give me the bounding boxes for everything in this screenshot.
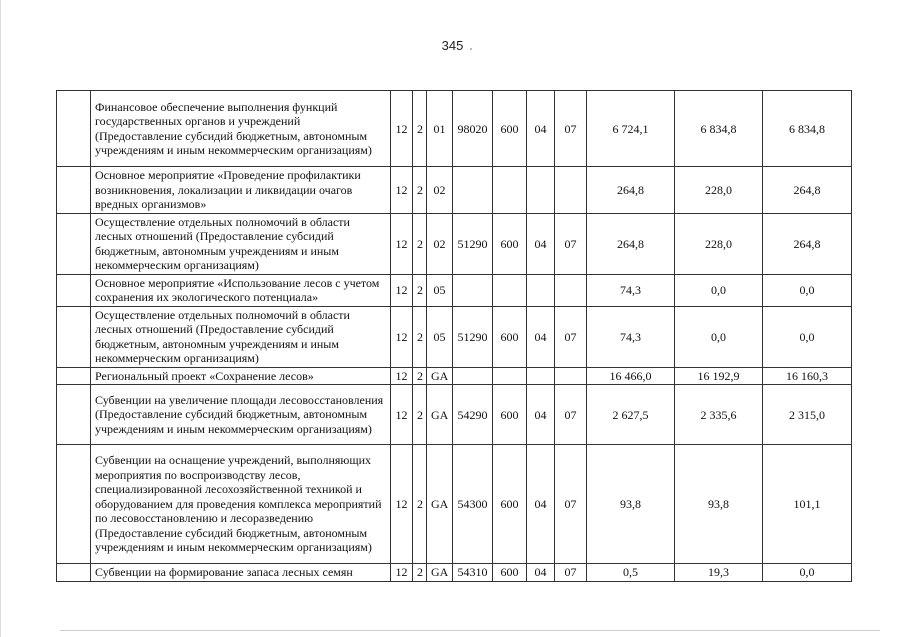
table-cell-value-1: 0,5 bbox=[587, 564, 675, 582]
table-cell-value-3: 0,0 bbox=[763, 274, 852, 306]
table-cell-code-expense-type: 600 bbox=[493, 306, 527, 367]
table-cell-value-2: 2 335,6 bbox=[675, 385, 763, 445]
table-cell-value-2: 93,8 bbox=[675, 445, 763, 564]
table-cell-value-1: 264,8 bbox=[587, 213, 675, 274]
table-cell-blank bbox=[57, 167, 91, 214]
table-cell-value-3: 264,8 bbox=[763, 213, 852, 274]
table-cell-code-subprogram: 01 bbox=[427, 91, 453, 167]
table-cell-code-direction bbox=[453, 274, 493, 306]
table-cell-code-section bbox=[527, 367, 555, 385]
table-cell-name: Основное мероприятие «Проведение профилактики возникновения, локализации и ликвидации очагов вредных организмов» bbox=[91, 167, 391, 214]
table-row bbox=[57, 385, 852, 445]
table-cell-value-1: 74,3 bbox=[587, 274, 675, 306]
table-cell-name: Осуществление отдельных полномочий в области лесных отношений (Предоставление субсидий бюджетным, автономным учреждениям и иным некоммерческим организациям) bbox=[91, 306, 391, 367]
table-cell-value-1: 6 724,1 bbox=[587, 91, 675, 167]
table-cell-name: Субвенции на формирование запаса лесных семян bbox=[91, 564, 391, 582]
scan-dot bbox=[470, 48, 472, 50]
table-cell-code-program: 2 bbox=[413, 167, 427, 214]
table-cell-blank bbox=[57, 274, 91, 306]
table-cell-code-ministry: 12 bbox=[391, 213, 413, 274]
table-row bbox=[57, 167, 852, 214]
table-cell-value-3: 0,0 bbox=[763, 564, 852, 582]
table-cell-blank bbox=[57, 213, 91, 274]
table-cell-code-program: 2 bbox=[413, 213, 427, 274]
scan-margin-line bbox=[0, 0, 1, 637]
table-cell-name: Субвенции на оснащение учреждений, выполняющих мероприятия по воспроизводству лесов, специализированной лесохозяйственной техникой и оборудованием для проведения комплекса мероприятий по лесовосстановлению и лесоразведению (Предоставление субсидий бюджетным, автономным учреждениям и иным некоммерческим организациям) bbox=[91, 445, 391, 564]
table-row bbox=[57, 367, 852, 385]
table-cell-value-1: 264,8 bbox=[587, 167, 675, 214]
table-cell-code-program: 2 bbox=[413, 445, 427, 564]
budget-table bbox=[56, 90, 852, 582]
table-cell-code-ministry: 12 bbox=[391, 91, 413, 167]
table-cell-blank bbox=[57, 564, 91, 582]
table-cell-name: Основное мероприятие «Использование лесов с учетом сохранения их экологического потенциала» bbox=[91, 274, 391, 306]
table-cell-code-expense-type: 600 bbox=[493, 564, 527, 582]
table-cell-code-direction: 98020 bbox=[453, 91, 493, 167]
table-cell-code-direction bbox=[453, 367, 493, 385]
table-cell-code-subprogram: 05 bbox=[427, 274, 453, 306]
table-cell-name: Региональный проект «Сохранение лесов» bbox=[91, 367, 391, 385]
table-cell-code-direction: 54310 bbox=[453, 564, 493, 582]
table-cell-value-1: 93,8 bbox=[587, 445, 675, 564]
table-cell-blank bbox=[57, 306, 91, 367]
table-cell-value-3: 6 834,8 bbox=[763, 91, 852, 167]
table-cell-blank bbox=[57, 385, 91, 445]
table-cell-code-subsection: 07 bbox=[555, 385, 587, 445]
table-cell-code-expense-type bbox=[493, 367, 527, 385]
table-cell-value-2: 228,0 bbox=[675, 167, 763, 214]
table-cell-value-2: 19,3 bbox=[675, 564, 763, 582]
table-cell-code-program: 2 bbox=[413, 274, 427, 306]
table-cell-code-subprogram: GA bbox=[427, 564, 453, 582]
table-cell-value-3: 16 160,3 bbox=[763, 367, 852, 385]
table-cell-value-2: 6 834,8 bbox=[675, 91, 763, 167]
table-cell-code-subprogram: 02 bbox=[427, 167, 453, 214]
table-cell-value-2: 0,0 bbox=[675, 306, 763, 367]
table-cell-code-direction: 54290 bbox=[453, 385, 493, 445]
table-cell-code-program: 2 bbox=[413, 306, 427, 367]
table-cell-code-program: 2 bbox=[413, 367, 427, 385]
table-cell-name: Субвенции на увеличение площади лесовосстановления (Предоставление субсидий бюджетным, автономным учреждениям и иным некоммерческим организациям) bbox=[91, 385, 391, 445]
table-cell-name: Финансовое обеспечение выполнения функций государственных органов и учреждений (Предоставление субсидий бюджетным, автономным учреждениям и иным некоммерческим организациям) bbox=[91, 91, 391, 167]
table-cell-code-subsection bbox=[555, 167, 587, 214]
table-cell-blank bbox=[57, 91, 91, 167]
table-cell-code-section: 04 bbox=[527, 445, 555, 564]
table-cell-code-section: 04 bbox=[527, 385, 555, 445]
table-cell-code-subsection: 07 bbox=[555, 213, 587, 274]
table-cell-code-ministry: 12 bbox=[391, 367, 413, 385]
table-cell-code-section: 04 bbox=[527, 306, 555, 367]
table-cell-code-ministry: 12 bbox=[391, 385, 413, 445]
table-cell-code-ministry: 12 bbox=[391, 445, 413, 564]
table-cell-code-section: 04 bbox=[527, 213, 555, 274]
table-cell-code-subsection bbox=[555, 274, 587, 306]
table-cell-code-section bbox=[527, 167, 555, 214]
table-cell-value-2: 228,0 bbox=[675, 213, 763, 274]
table-cell-code-subsection: 07 bbox=[555, 306, 587, 367]
table-cell-code-subprogram: GA bbox=[427, 445, 453, 564]
table-cell-value-1: 2 627,5 bbox=[587, 385, 675, 445]
table-cell-code-expense-type: 600 bbox=[493, 213, 527, 274]
page-number: 345 bbox=[441, 38, 464, 53]
table-cell-code-expense-type bbox=[493, 274, 527, 306]
table-cell-code-subprogram: 05 bbox=[427, 306, 453, 367]
table-cell-value-3: 101,1 bbox=[763, 445, 852, 564]
table-cell-code-direction bbox=[453, 167, 493, 214]
table-cell-value-3: 0,0 bbox=[763, 306, 852, 367]
table-row bbox=[57, 445, 852, 564]
table-cell-code-program: 2 bbox=[413, 564, 427, 582]
table-cell-code-program: 2 bbox=[413, 385, 427, 445]
table-row bbox=[57, 274, 852, 306]
table-cell-code-subprogram: GA bbox=[427, 385, 453, 445]
table-cell-code-subsection bbox=[555, 367, 587, 385]
table-cell-code-subsection: 07 bbox=[555, 445, 587, 564]
table-cell-blank bbox=[57, 445, 91, 564]
table-cell-code-expense-type: 600 bbox=[493, 445, 527, 564]
table-row bbox=[57, 91, 852, 167]
table-cell-code-direction: 51290 bbox=[453, 306, 493, 367]
table-cell-value-1: 16 466,0 bbox=[587, 367, 675, 385]
table-body bbox=[57, 91, 852, 582]
table-cell-code-ministry: 12 bbox=[391, 306, 413, 367]
table-row bbox=[57, 306, 852, 367]
table-cell-code-section bbox=[527, 274, 555, 306]
table-row bbox=[57, 213, 852, 274]
table-cell-code-ministry: 12 bbox=[391, 167, 413, 214]
table-cell-code-section: 04 bbox=[527, 564, 555, 582]
table-cell-code-expense-type: 600 bbox=[493, 91, 527, 167]
table-cell-code-expense-type: 600 bbox=[493, 385, 527, 445]
table-cell-value-3: 2 315,0 bbox=[763, 385, 852, 445]
table-row bbox=[57, 564, 852, 582]
table-cell-code-subsection: 07 bbox=[555, 91, 587, 167]
table-cell-code-ministry: 12 bbox=[391, 564, 413, 582]
table-cell-code-subprogram: 02 bbox=[427, 213, 453, 274]
table-cell-name: Осуществление отдельных полномочий в области лесных отношений (Предоставление субсидий бюджетным, автономным учреждениям и иным некоммерческим организациям) bbox=[91, 213, 391, 274]
table-cell-code-subsection: 07 bbox=[555, 564, 587, 582]
table-cell-value-1: 74,3 bbox=[587, 306, 675, 367]
scan-bottom-line bbox=[60, 630, 880, 631]
table-cell-code-section: 04 bbox=[527, 91, 555, 167]
table-cell-code-ministry: 12 bbox=[391, 274, 413, 306]
table-cell-blank bbox=[57, 367, 91, 385]
table-cell-code-subprogram: GA bbox=[427, 367, 453, 385]
table-cell-code-program: 2 bbox=[413, 91, 427, 167]
table-cell-code-direction: 54300 bbox=[453, 445, 493, 564]
table-cell-value-2: 16 192,9 bbox=[675, 367, 763, 385]
table-cell-value-3: 264,8 bbox=[763, 167, 852, 214]
table-cell-code-direction: 51290 bbox=[453, 213, 493, 274]
table-cell-code-expense-type bbox=[493, 167, 527, 214]
table-cell-value-2: 0,0 bbox=[675, 274, 763, 306]
